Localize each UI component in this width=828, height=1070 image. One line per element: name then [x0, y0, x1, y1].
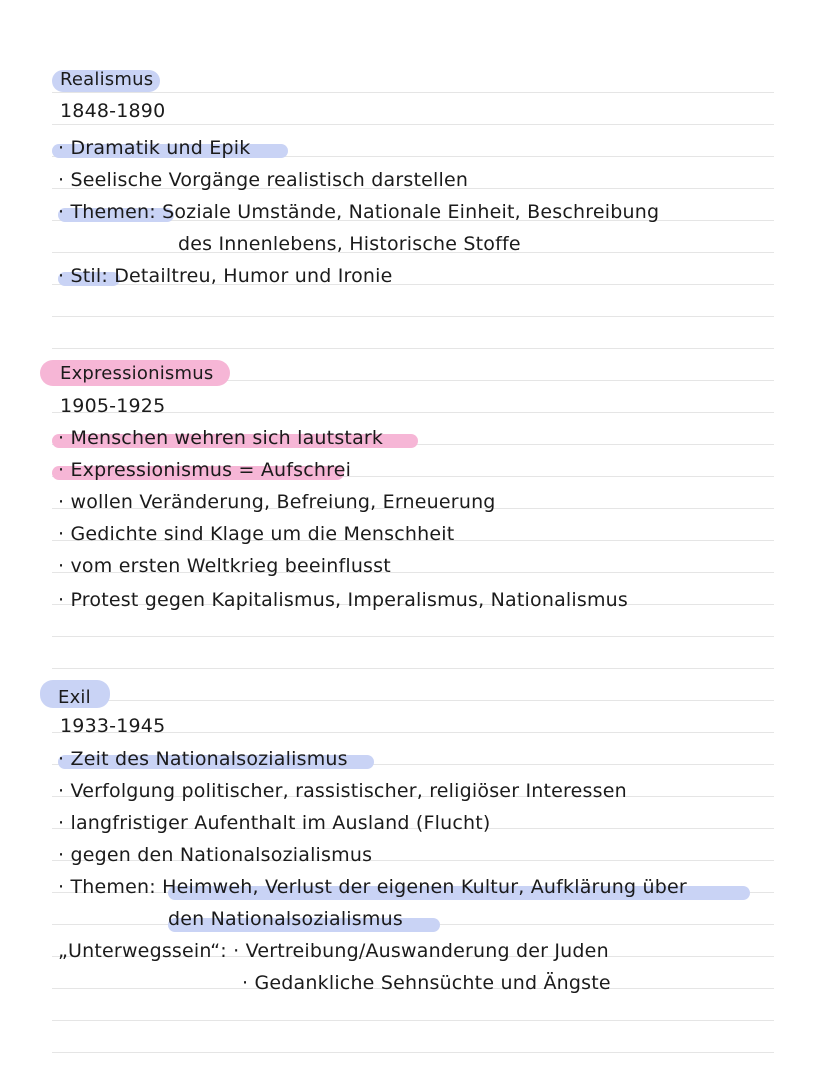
- note-line: den Nationalsozialismus: [168, 908, 403, 930]
- section-title-realismus: Realismus: [60, 69, 154, 90]
- section-years-expressionismus: 1905-1925: [60, 395, 166, 417]
- note-line: · Seelische Vorgänge realistisch darstellen: [58, 169, 469, 191]
- note-line: · vom ersten Weltkrieg beeinflusst: [58, 555, 391, 577]
- section-years-realismus: 1848-1890: [60, 100, 166, 122]
- ruled-line: [52, 316, 774, 317]
- note-line: · Stil: Detailtreu, Humor und Ironie: [58, 265, 393, 287]
- note-line: · Protest gegen Kapitalismus, Imperalismus, Nationalismus: [58, 589, 629, 611]
- note-line: · Menschen wehren sich lautstark: [58, 427, 384, 449]
- note-line: · Gedichte sind Klage um die Menschheit: [58, 523, 455, 545]
- note-line: · gegen den Nationalsozialismus: [58, 844, 373, 866]
- note-line: · Zeit des Nationalsozialismus: [58, 748, 348, 770]
- note-line: · Expressionismus = Aufschrei: [58, 459, 352, 481]
- note-line: · Gedankliche Sehnsüchte und Ängste: [242, 972, 611, 994]
- note-line: · Dramatik und Epik: [58, 137, 251, 159]
- note-line: des Innenlebens, Historische Stoffe: [178, 233, 521, 255]
- ruled-line: [52, 1020, 774, 1021]
- ruled-line: [52, 636, 774, 637]
- ruled-line: [52, 348, 774, 349]
- note-line: „Unterwegssein“: · Vertreibung/Auswanderung der Juden: [58, 940, 609, 962]
- section-title-exil: Exil: [58, 687, 91, 708]
- ruled-line: [52, 92, 774, 93]
- ruled-line: [52, 668, 774, 669]
- note-line: · Verfolgung politischer, rassistischer, religiöser Interessen: [58, 780, 627, 802]
- ruled-line: [52, 1052, 774, 1053]
- note-line: · Themen: Soziale Umstände, Nationale Einheit, Beschreibung: [58, 201, 660, 223]
- ruled-line: [52, 700, 774, 701]
- note-line: · wollen Veränderung, Befreiung, Erneuerung: [58, 491, 496, 513]
- note-line: · langfristiger Aufenthalt im Ausland (Flucht): [58, 812, 491, 834]
- note-line: · Themen: Heimweh, Verlust der eigenen Kultur, Aufklärung über: [58, 876, 687, 898]
- section-years-exil: 1933-1945: [60, 715, 166, 737]
- section-title-expressionismus: Expressionismus: [60, 363, 214, 384]
